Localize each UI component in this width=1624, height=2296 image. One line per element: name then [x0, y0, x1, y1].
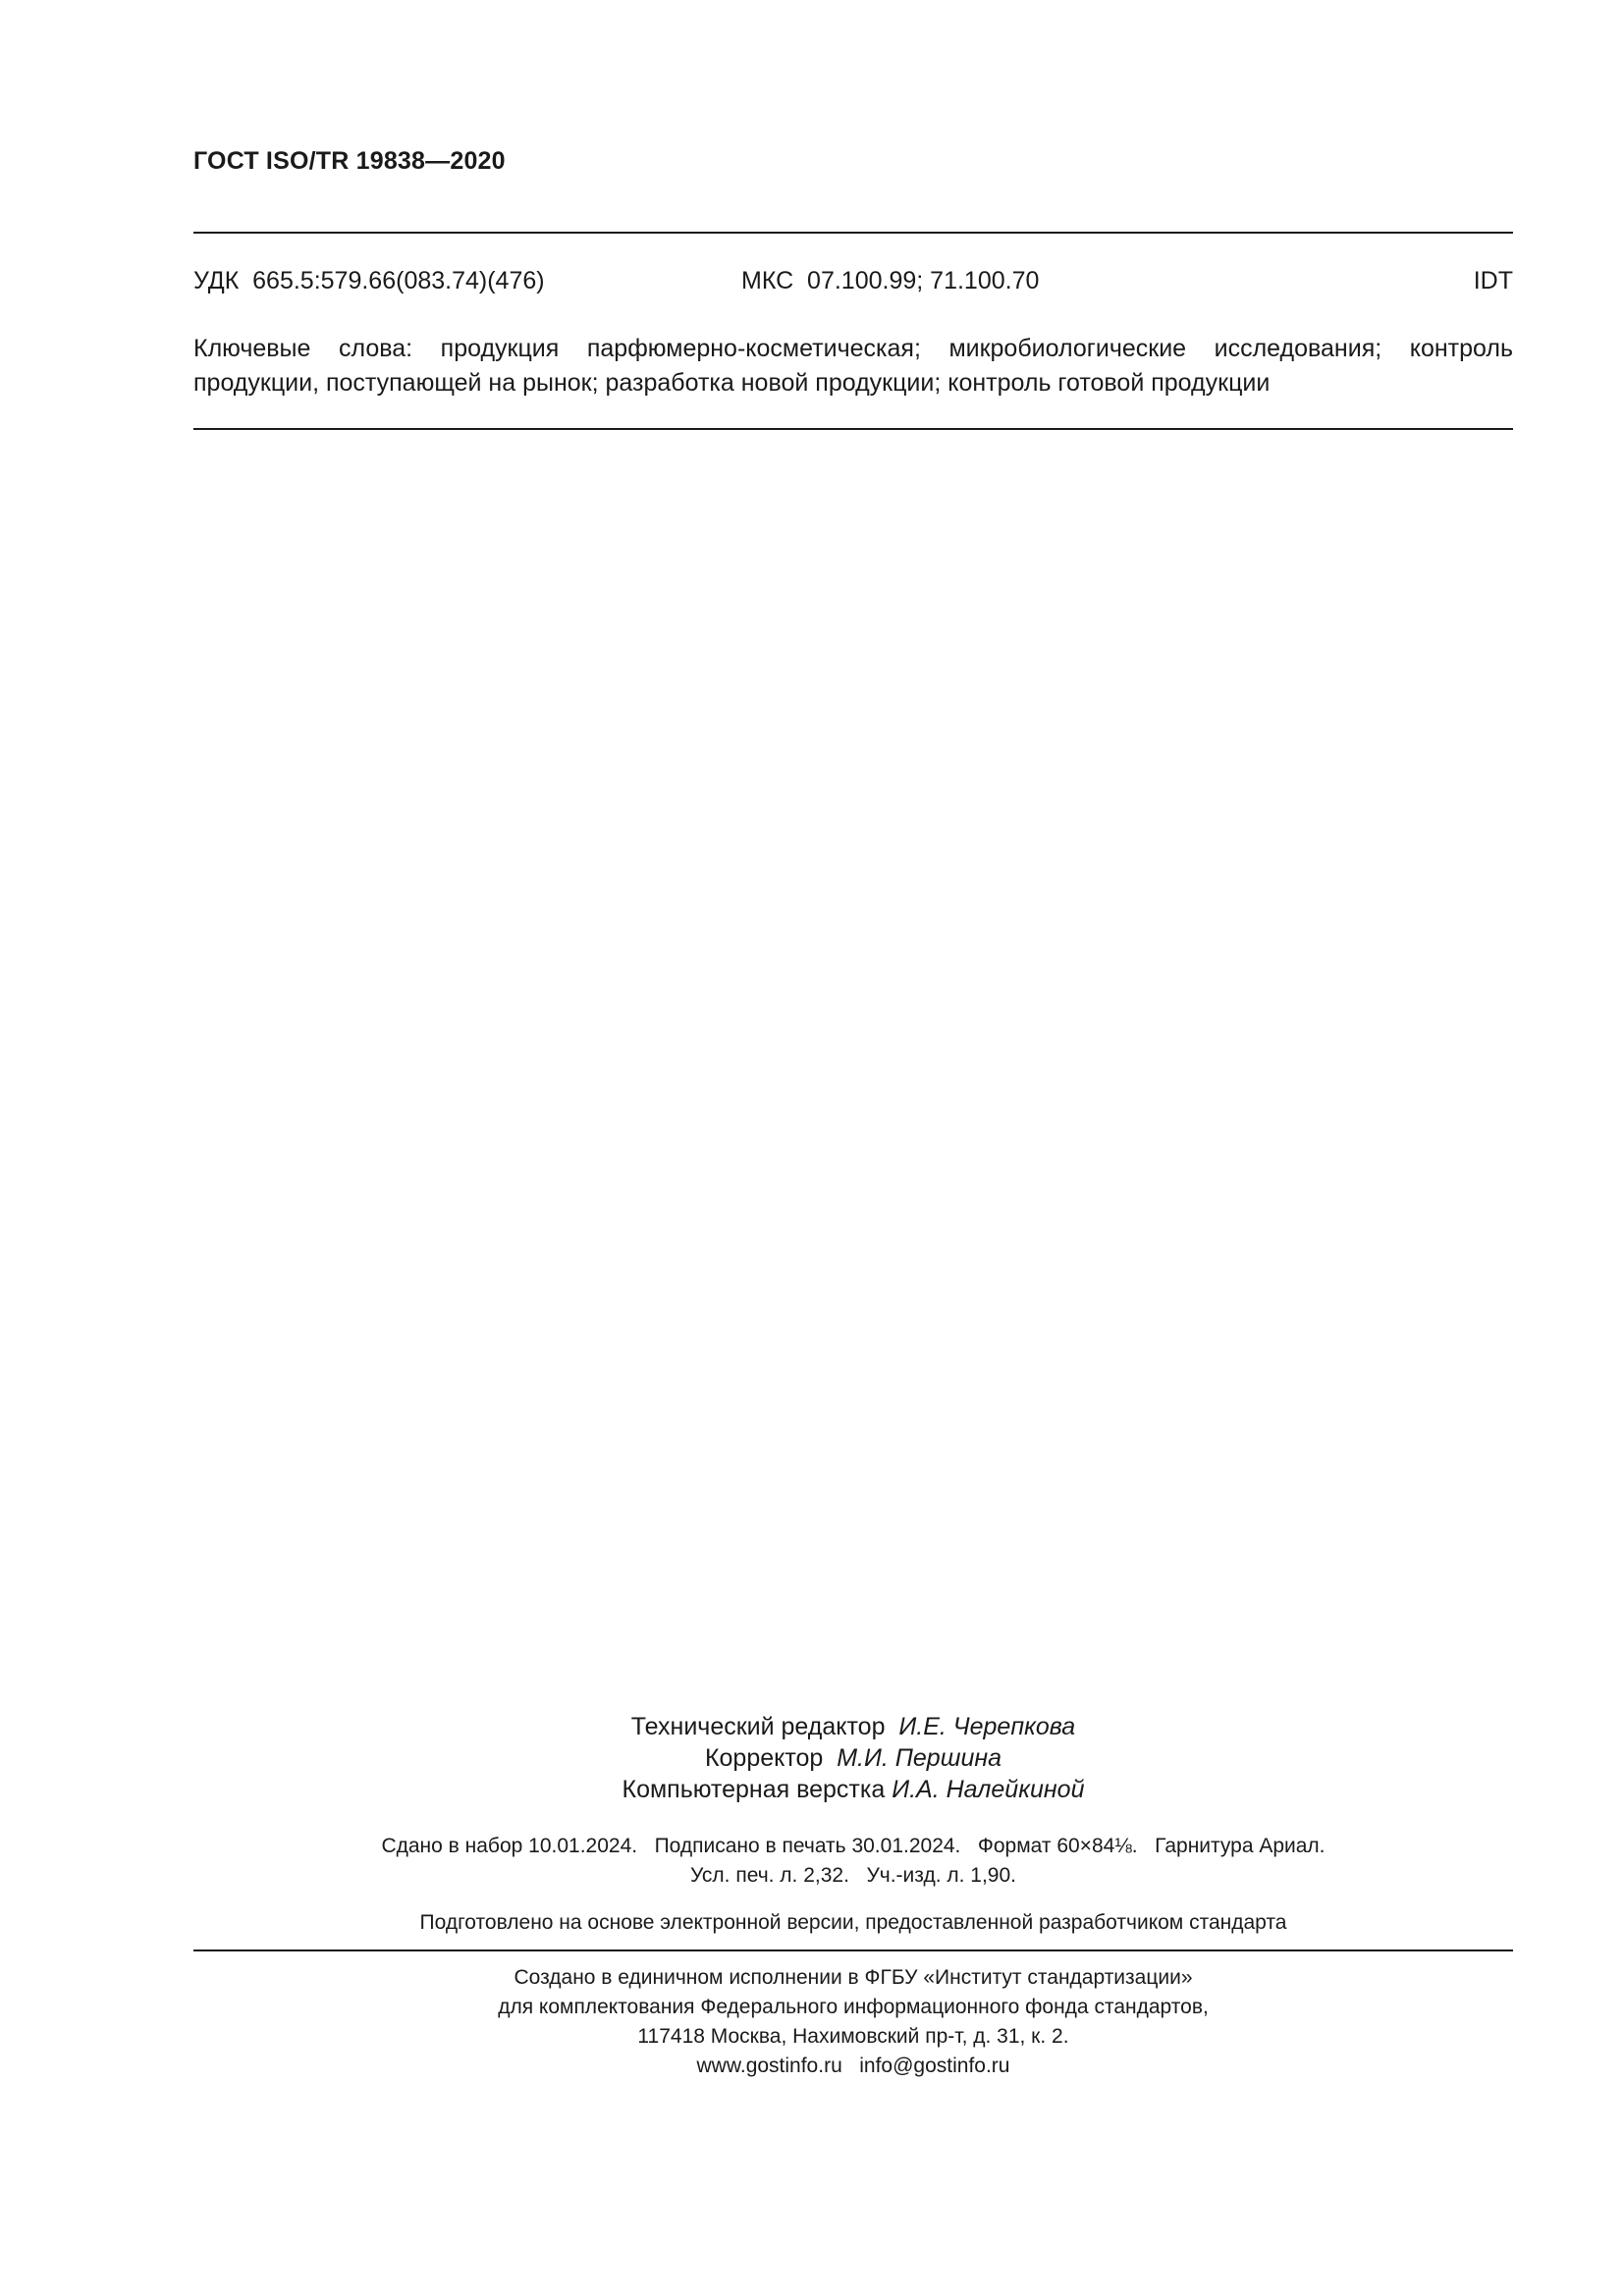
idt-label: IDT [1473, 267, 1513, 294]
footer-divider [193, 1949, 1513, 1951]
footer-line-2: для комплектования Федерального информационного фонда стандартов, [498, 1996, 1209, 2018]
credit-proofreader [193, 1742, 1513, 1774]
print-info [193, 1832, 1513, 1891]
publisher-footer [193, 1963, 1513, 2081]
credit-role: Компьютерная верстка [622, 1776, 886, 1803]
prepared-note: Подготовлено на основе электронной версии, предоставленной разработчиком стандарта [419, 1911, 1287, 1934]
print-info-line-1: Сдано в набор 10.01.2024. Подписано в печать 30.01.2024. Формат 60×84⅛. Гарнитура Ариал. [381, 1835, 1326, 1857]
credits-block [193, 1711, 1513, 1805]
mks-code: МКС 07.100.99; 71.100.70 [741, 267, 1040, 294]
credit-name: И.А. Налейкиной [892, 1776, 1085, 1803]
footer-line-1: Создано в единичном исполнении в ФГБУ «Институт стандартизации» [514, 1966, 1193, 1989]
credit-layout [193, 1774, 1513, 1805]
footer-line-3: 117418 Москва, Нахимовский пр-т, д. 31, к. 2. [637, 2025, 1069, 2048]
credit-role: Корректор [704, 1744, 824, 1772]
print-info-line-2: Усл. печ. л. 2,32. Уч.-изд. л. 1,90. [689, 1864, 1016, 1887]
top-divider [193, 232, 1513, 234]
credit-name: М.И. Першина [837, 1744, 1002, 1772]
credit-role: Технический редактор [630, 1713, 886, 1740]
footer-contacts: www.gostinfo.ru info@gostinfo.ru [696, 2055, 1010, 2077]
standard-title: ГОСТ ISO/TR 19838—2020 [193, 147, 506, 175]
keywords-paragraph: Ключевые слова: продукция парфюмерно-косметическая; микробиологические исследования; контроль продукции, поступающей на рынок; разработка новой продукции; контроль готовой продукции [193, 335, 1513, 397]
keywords-divider [193, 428, 1513, 430]
credit-technical-editor [193, 1711, 1513, 1742]
udc-code: УДК 665.5:579.66(083.74)(476) [193, 267, 545, 294]
credit-name: И.Е. Черепкова [898, 1713, 1076, 1740]
